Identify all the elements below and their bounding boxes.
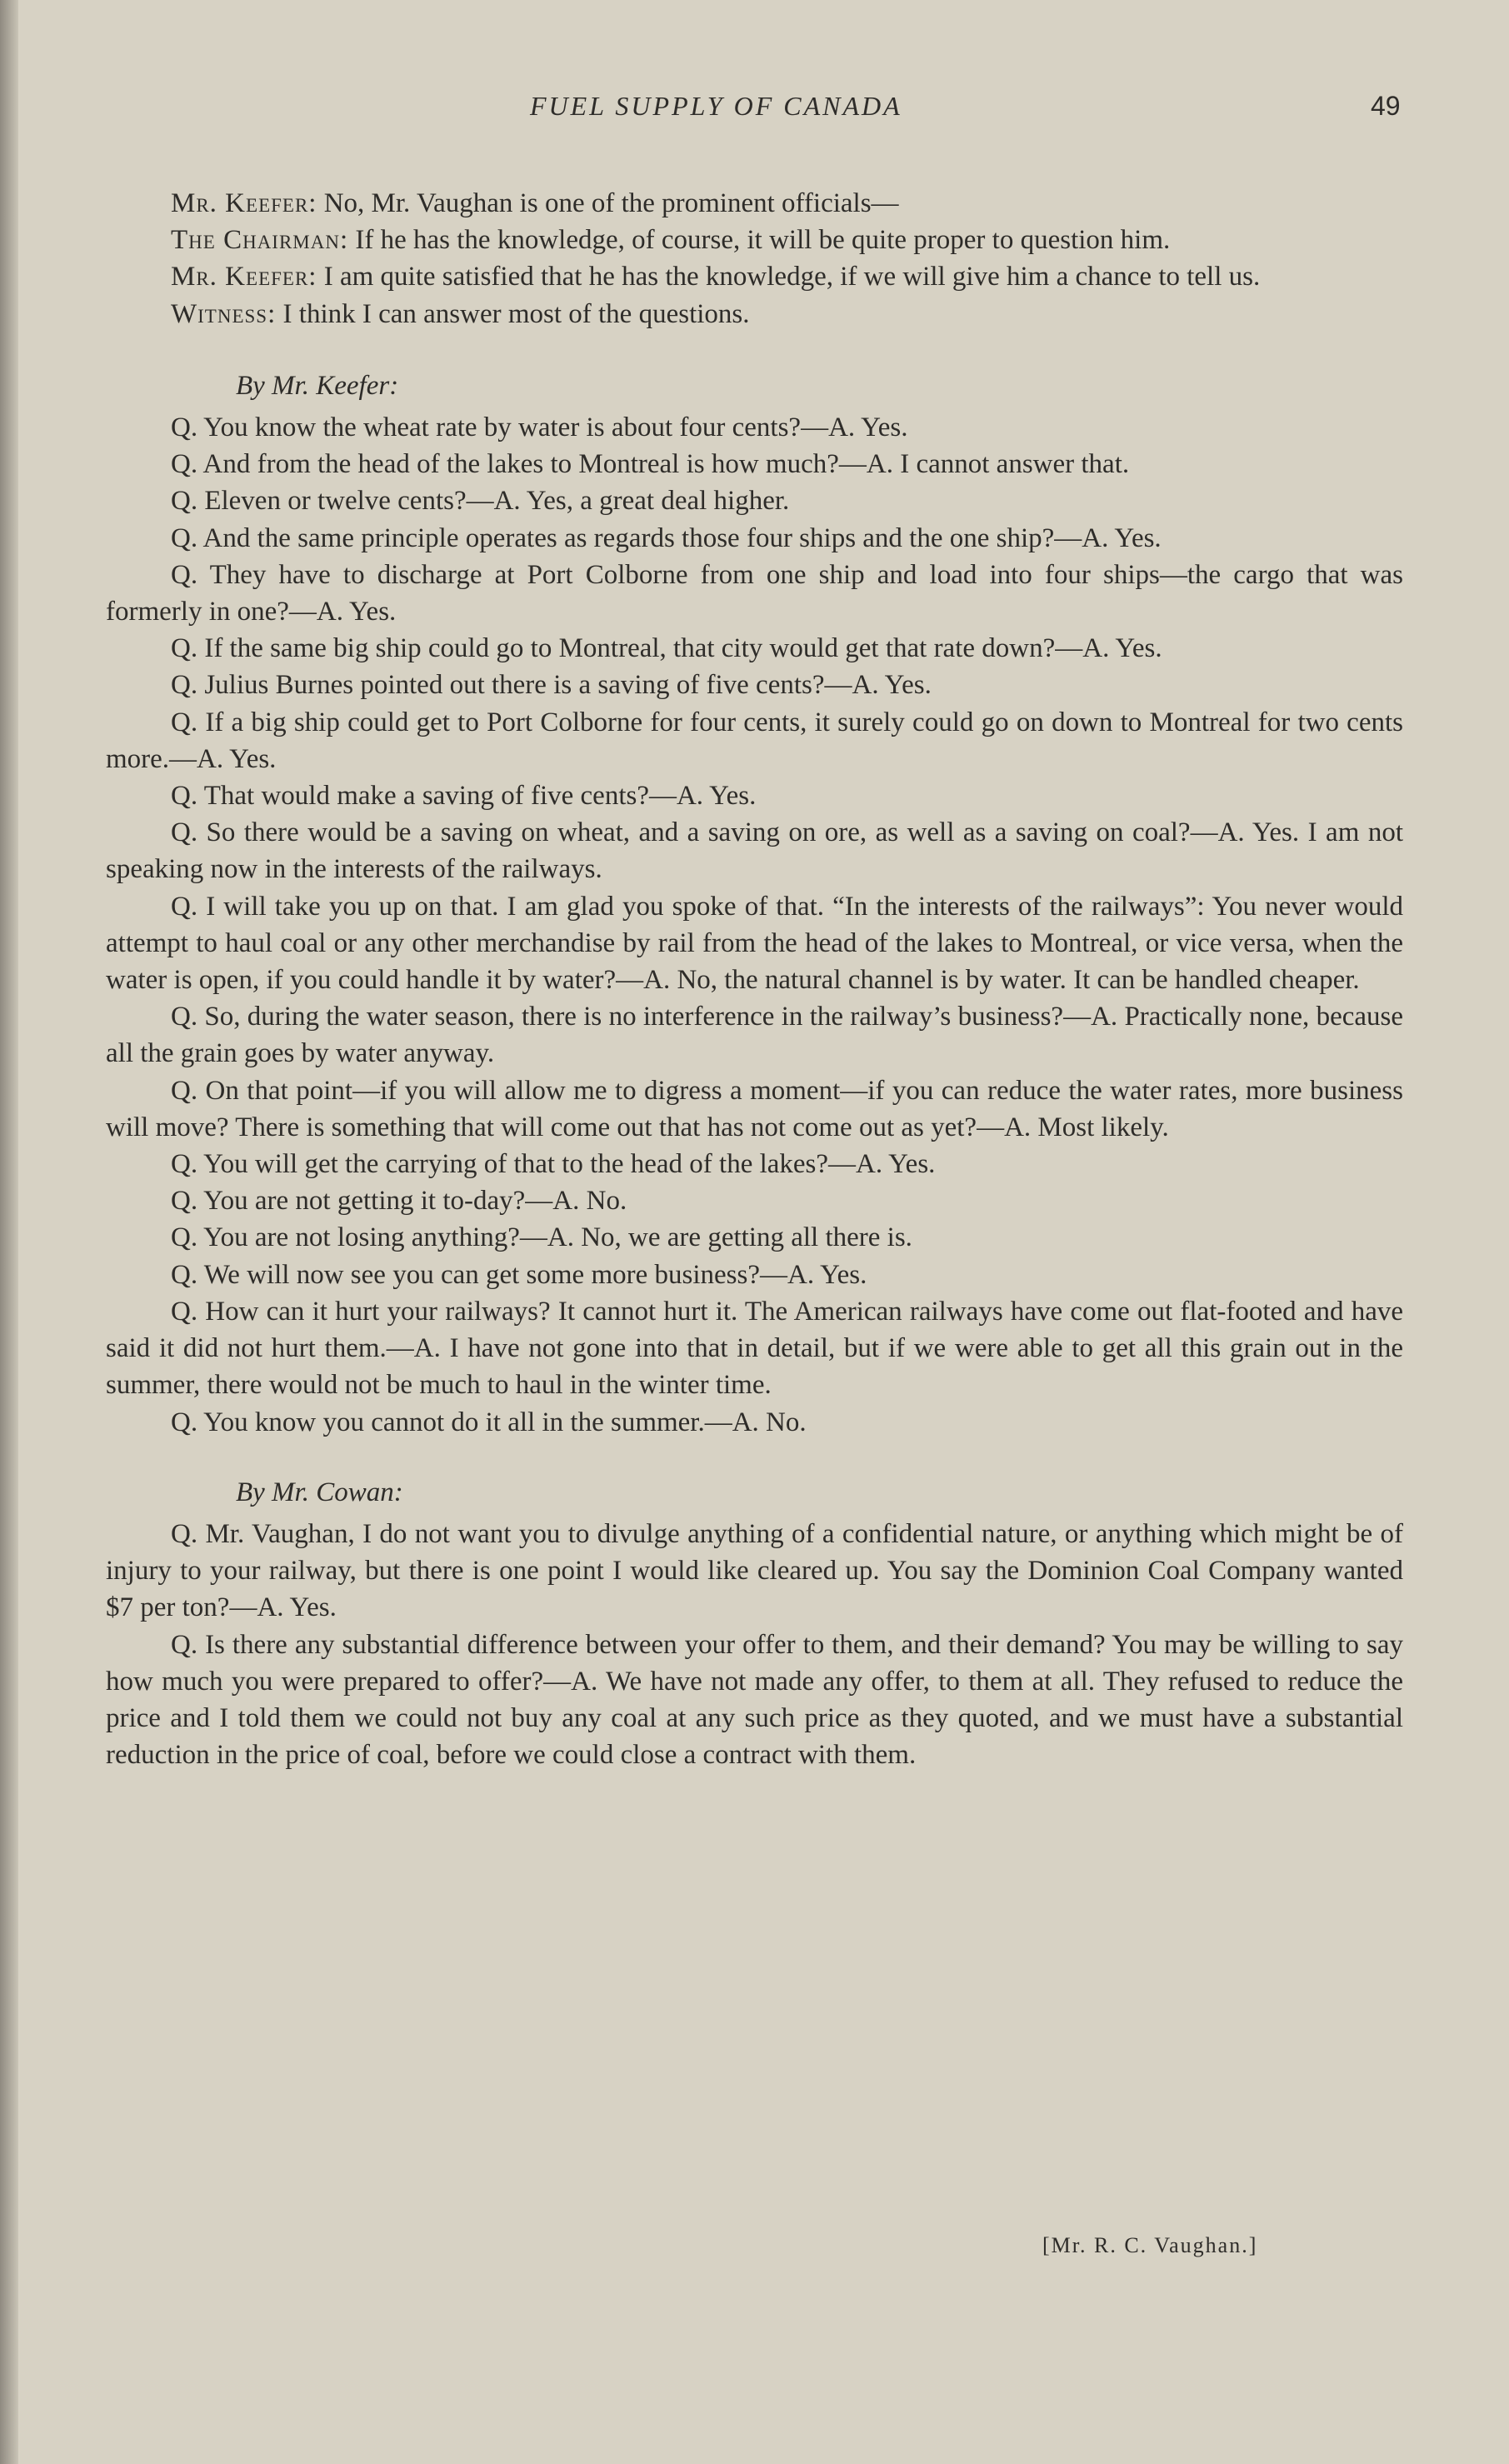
- testimony-paragraph: [106, 222, 1403, 258]
- qa-paragraph: Q. You know you cannot do it all in the summer.—A. No.: [171, 1407, 807, 1437]
- qa-paragraph: Q. So, during the water season, there is no interference in the railway’s business?—A. Practically none, because all the grain goes by water anyway.: [106, 1002, 1403, 1069]
- qa-paragraph: Q. If the same big ship could go to Montreal, that city would get that rate down?—A. Yes.: [171, 633, 1162, 664]
- qa-paragraph: Q. How can it hurt your railways? It cannot hurt it. The American railways have come out flat-footed and have said it did not hurt them.—A. I have not gone into that in detail, but if we were able to get all this grain out in the summer, there would not be much to haul in the winter time.: [106, 1296, 1403, 1401]
- speaker-name: Mr. Keefer:: [171, 188, 317, 218]
- paragraph-text: If he has the knowledge, of course, it will be quite proper to question him.: [348, 225, 1171, 256]
- qa-paragraph: Q. Is there any substantial difference between your offer to them, and their demand? You may be willing to say how much you were prepared to offer?—A. We have not made any offer, to them at all. They refused to reduce the price and I told them we could not buy any coal at any such price as they quoted, and we must have a substantial reduction in the price of coal, before we could close a contract with them.: [106, 1629, 1403, 1771]
- speaker-name: The Chairman:: [171, 225, 349, 256]
- witness-footer-note: [Mr. R. C. Vaughan.]: [1042, 2233, 1258, 2257]
- page-number: 49: [1371, 91, 1401, 121]
- running-head: FUEL SUPPLY OF CANADA: [530, 91, 902, 121]
- paragraph-text: I am quite satisfied that he has the knowledge, if we will give him a chance to tell us.: [317, 262, 1261, 292]
- page-header: [0, 87, 1509, 129]
- qa-paragraph: Q. Eleven or twelve cents?—A. Yes, a great deal higher.: [171, 486, 790, 517]
- speaker-name: Mr. Keefer:: [171, 262, 317, 292]
- speaker-name: Witness:: [171, 298, 277, 329]
- qa-paragraph: Q. That would make a saving of five cents?—A. Yes.: [171, 781, 757, 812]
- qa-paragraph: Q. You are not getting it to-day?—A. No.: [171, 1186, 627, 1217]
- qa-paragraph: Q. They have to discharge at Port Colborne from one ship and load into four ships—the cargo that was formerly in one?—A. Yes.: [106, 559, 1403, 627]
- qa-paragraph: Q. Julius Burnes pointed out there is a saving of five cents?—A. Yes.: [171, 670, 932, 701]
- qa-paragraph: Q. On that point—if you will allow me to digress a moment—if you can reduce the water rates, more business will move? There is something that will come out that has not come out as yet?—A. Most likely.: [106, 1075, 1403, 1142]
- testimony-paragraph: [106, 185, 1403, 222]
- qa-paragraph: Q. If a big ship could get to Port Colborne for four cents, it surely could go on down to Montreal for two cents more.—A. Yes.: [106, 707, 1403, 774]
- qa-paragraph: Q. And from the head of the lakes to Montreal is how much?—A. I cannot answer that.: [171, 449, 1130, 480]
- paragraph-text: No, Mr. Vaughan is one of the prominent officials—: [317, 188, 899, 218]
- qa-paragraph: Q. I will take you up on that. I am glad you spoke of that. “In the interests of the railways”: You never would attempt to haul coal or any other merchandise by rail from the head of the lakes to Montreal, or vice versa, when the water is open, if you could handle it by water?—A. No, the natural channel is by water. It can be handled cheaper.: [106, 891, 1403, 996]
- testimony-paragraph: [106, 296, 1403, 332]
- examiner-heading: By Mr. Cowan:: [236, 1477, 403, 1507]
- qa-paragraph: Q. So there would be a saving on wheat, and a saving on ore, as well as a saving on coal?—A. Yes. I am not speaking now in the interests of the railways.: [106, 817, 1403, 885]
- page-body: [106, 185, 1403, 1773]
- qa-paragraph: Q. You know the wheat rate by water is about four cents?—A. Yes.: [171, 412, 908, 443]
- examiner-heading: By Mr. Keefer:: [236, 370, 399, 401]
- qa-paragraph: Q. You are not losing anything?—A. No, we are getting all there is.: [171, 1222, 912, 1253]
- qa-paragraph: Q. Mr. Vaughan, I do not want you to divulge anything of a confidential nature, or anything which might be of injury to your railway, but there is one point I would like cleared up. You say the Dominion Coal Company wanted $7 per ton?—A. Yes.: [106, 1518, 1403, 1623]
- qa-paragraph: Q. And the same principle operates as regards those four ships and the one ship?—A. Yes.: [171, 522, 1162, 553]
- testimony-paragraph: [106, 258, 1403, 295]
- qa-paragraph: Q. We will now see you can get some more business?—A. Yes.: [171, 1259, 867, 1290]
- qa-paragraph: Q. You will get the carrying of that to the head of the lakes?—A. Yes.: [171, 1149, 936, 1180]
- paragraph-text: I think I can answer most of the questions.: [276, 298, 750, 329]
